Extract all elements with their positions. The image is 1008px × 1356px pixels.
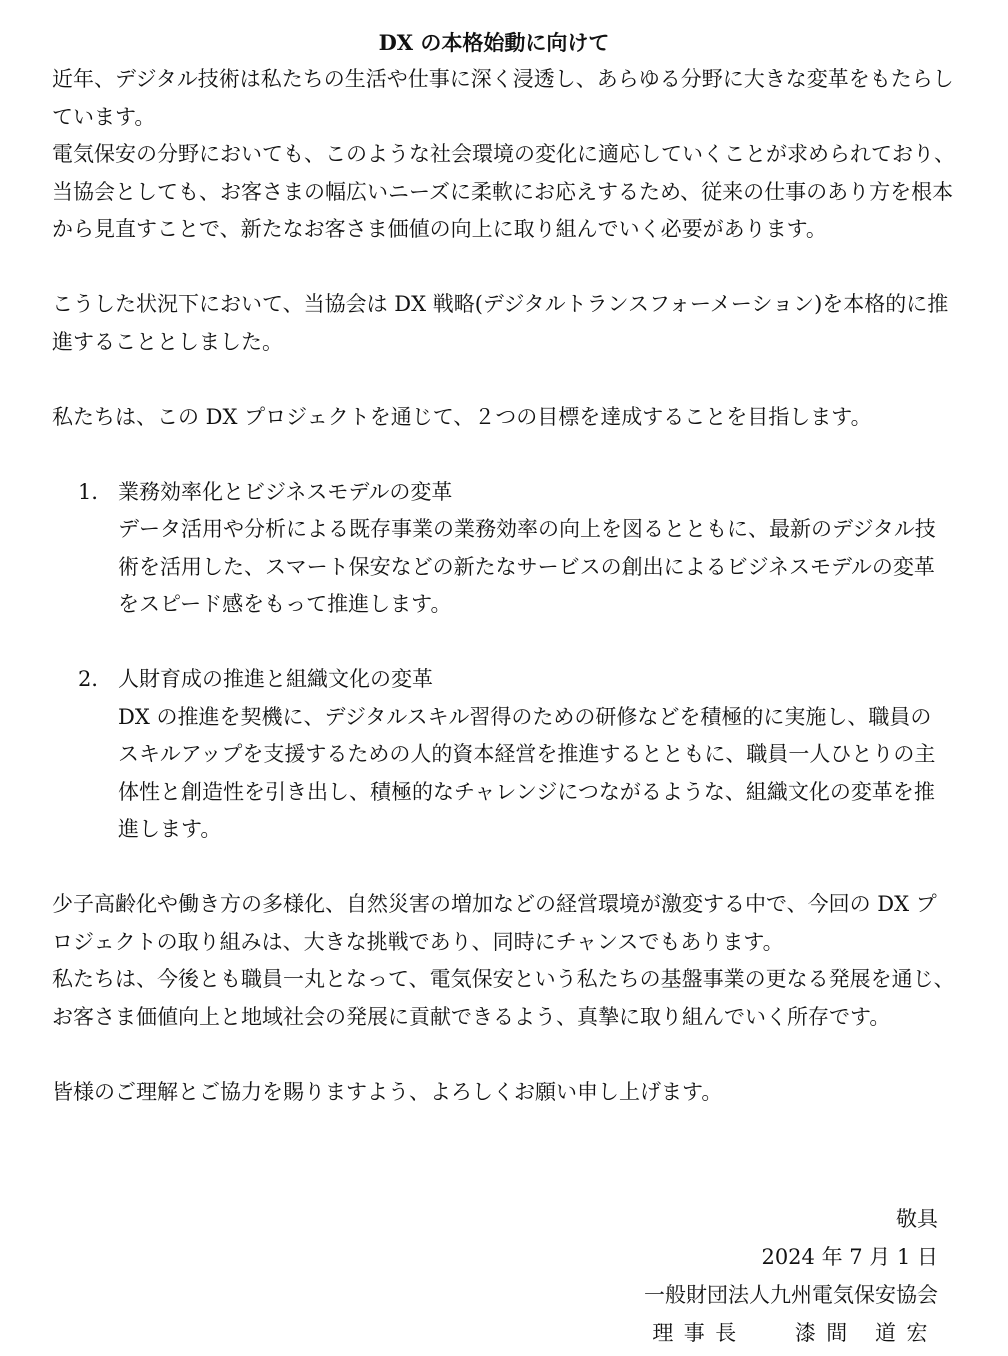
goal-body: データ活用や分析による既存事業の業務効率の向上を図るとともに、最新のデジタル技術を活用した、スマート保安などの新たなサービスの創出によるビジネスモデルの変革をスピード感をもって推進します。 xyxy=(118,517,936,616)
paragraph-spacer xyxy=(52,849,956,887)
challenge-paragraph: 少子高齢化や働き方の多様化、自然災害の増加などの経営環境が激変する中で、今回の DX プロジェクトの取り組みは、大きな挑戦であり、同時にチャンスでもあります。 xyxy=(52,892,937,954)
goal-heading: 人財育成の推進と組織文化の変革 xyxy=(118,667,433,691)
goal-number: 2． xyxy=(78,667,113,691)
strategy-paragraph: こうした状況下において、当協会は DX 戦略(デジタルトランスフォーメーション)を本格的に推進することとしました。 xyxy=(52,292,949,354)
paragraph-spacer xyxy=(52,436,956,474)
context-paragraph: 電気保安の分野においても、このような社会環境の変化に適応していくことが求められており、当協会としても、お客さまの幅広いニーズに柔軟にお応えするため、従来の仕事のあり方を根本から見直すことで、新たなお客さま価値の向上に取り組んでいく必要があります。 xyxy=(52,142,955,241)
paragraph-spacer xyxy=(52,1036,956,1074)
intro-paragraph: 近年、デジタル技術は私たちの生活や仕事に深く浸透し、あらゆる分野に大きな変革をもたらしています。 xyxy=(52,67,954,129)
signer-name: 漆間 道宏 xyxy=(794,1321,938,1345)
goal-body: DX の推進を契機に、デジタルスキル習得のための研修などを積極的に実施し、職員のスキルアップを支援するための人的資本経営を推進するとともに、職員一人ひとりの主体性と創造性を引き出し、積極的なチャレンジにつながるような、組織文化の変革を推進します。 xyxy=(118,704,936,841)
goals-intro-paragraph: 私たちは、この DX プロジェクトを通じて、２つの目標を達成することを目指します。 xyxy=(52,404,872,429)
paragraph-spacer xyxy=(52,361,956,399)
organization-name: 一般財団法人九州電気保安協会 xyxy=(644,1283,938,1307)
closing-block xyxy=(644,1200,938,1352)
commitment-paragraph: 私たちは、今後とも職員一丸となって、電気保安という私たちの基盤事業の更なる発展を通じ、お客さま価値向上と地域社会の発展に貢献できるよう、真摯に取り組んでいく所存です。 xyxy=(52,967,955,1029)
document-title: DX の本格始動に向けて xyxy=(378,30,610,55)
request-paragraph: 皆様のご理解とご協力を賜りますよう、よろしくお願い申し上げます。 xyxy=(52,1079,723,1104)
document-body xyxy=(52,24,956,1111)
goal-heading: 業務効率化とビジネスモデルの変革 xyxy=(118,479,453,504)
goal-number: 1． xyxy=(78,479,113,504)
paragraph-spacer xyxy=(52,624,956,662)
signer-position: 理事長 xyxy=(652,1321,747,1345)
signature-row xyxy=(644,1314,938,1352)
paragraph-spacer xyxy=(52,249,956,287)
goal-item-1 xyxy=(78,474,956,624)
salutation: 敬具 xyxy=(896,1207,938,1231)
goal-item-2 xyxy=(78,661,956,849)
document-date: 2024 年 7 月 1 日 xyxy=(761,1245,938,1269)
